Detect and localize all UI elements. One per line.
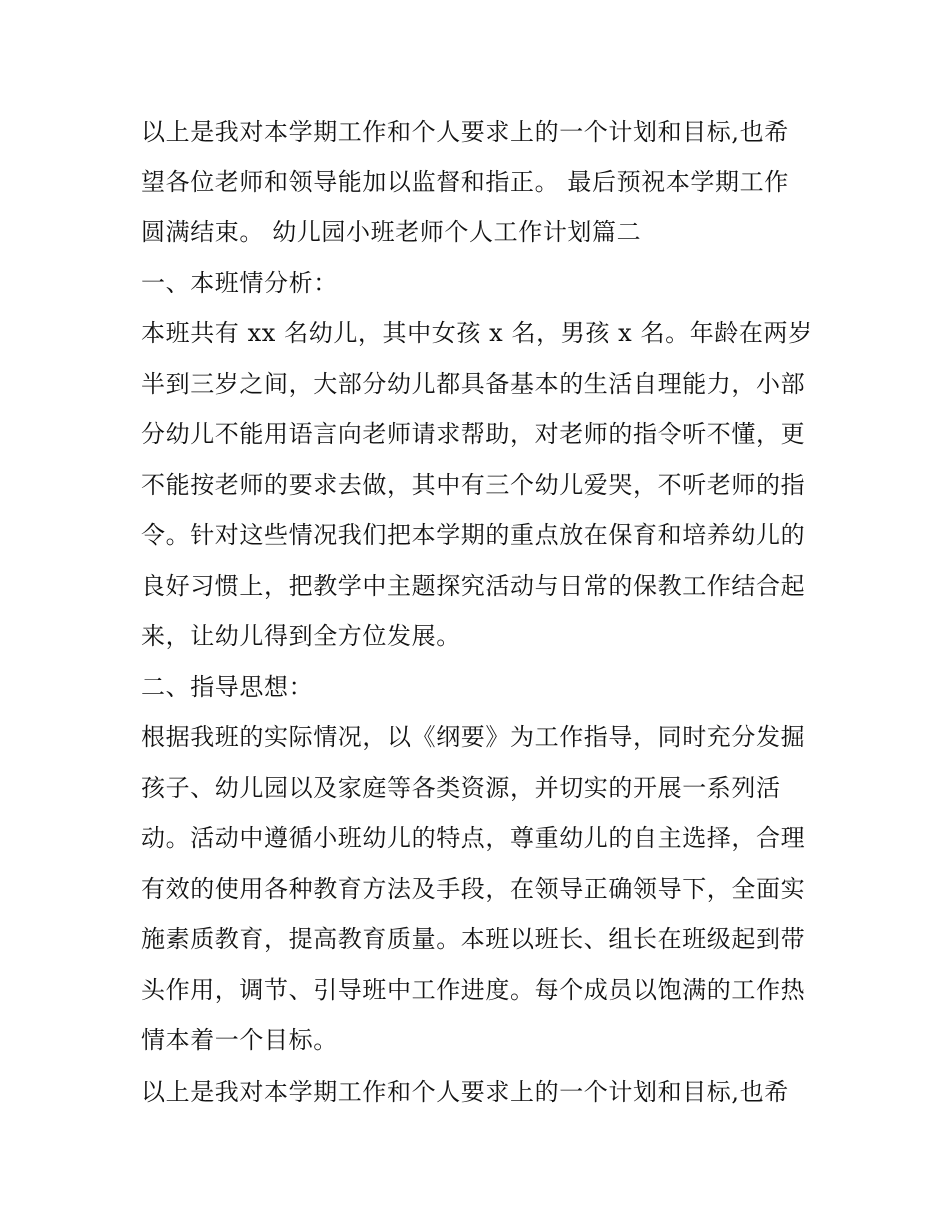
text-line: 不能按老师的要求去做，其中有三个幼儿爱哭，不听老师的指 <box>141 471 806 499</box>
text-line: 有效的使用各种教育方法及手段，在领导正确领导下，全面实 <box>141 875 806 903</box>
section-heading: 一、本班情分析： <box>141 269 338 297</box>
text-line: 孩子、幼儿园以及家庭等各类资源，并切实的开展一系列活 <box>141 774 781 802</box>
text-line: 分幼儿不能用语言向老师请求帮助，对老师的指令听不懂，更 <box>141 420 806 448</box>
text-line: 半到三岁之间，大部分幼儿都具备基本的生活自理能力，小部 <box>141 370 806 398</box>
text-line: 望各位老师和领导能加以监督和指正。 最后预祝本学期工作 <box>141 168 789 196</box>
text-line: 来，让幼儿得到全方位发展。 <box>141 622 461 650</box>
text-line: 动。活动中遵循小班幼儿的特点，尊重幼儿的自主选择，合理 <box>141 824 806 852</box>
text-line: 情本着一个目标。 <box>141 1026 338 1054</box>
text-line: 圆满结束。 幼儿园小班老师个人工作计划篇二 <box>141 218 642 246</box>
text-line: 头作用，调节、引导班中工作进度。每个成员以饱满的工作热 <box>141 976 806 1004</box>
text-line: 良好习惯上，把教学中主题探究活动与日常的保教工作结合起 <box>141 572 806 600</box>
text-line: 以上是我对本学期工作和个人要求上的一个计划和目标,也希 <box>141 1078 789 1106</box>
section-heading: 二、指导思想： <box>141 673 314 701</box>
text-line: 本班共有 xx 名幼儿，其中女孩 x 名，男孩 x 名。年龄在两岁 <box>141 319 813 347</box>
text-line: 以上是我对本学期工作和个人要求上的一个计划和目标,也希 <box>141 118 789 146</box>
text-line: 施素质教育，提高教育质量。本班以班长、组长在班级起到带 <box>141 925 806 953</box>
text-line: 令。针对这些情况我们把本学期的重点放在保育和培养幼儿的 <box>141 521 806 549</box>
text-line: 根据我班的实际情况，以《纲要》为工作指导，同时充分发掘 <box>141 723 806 751</box>
